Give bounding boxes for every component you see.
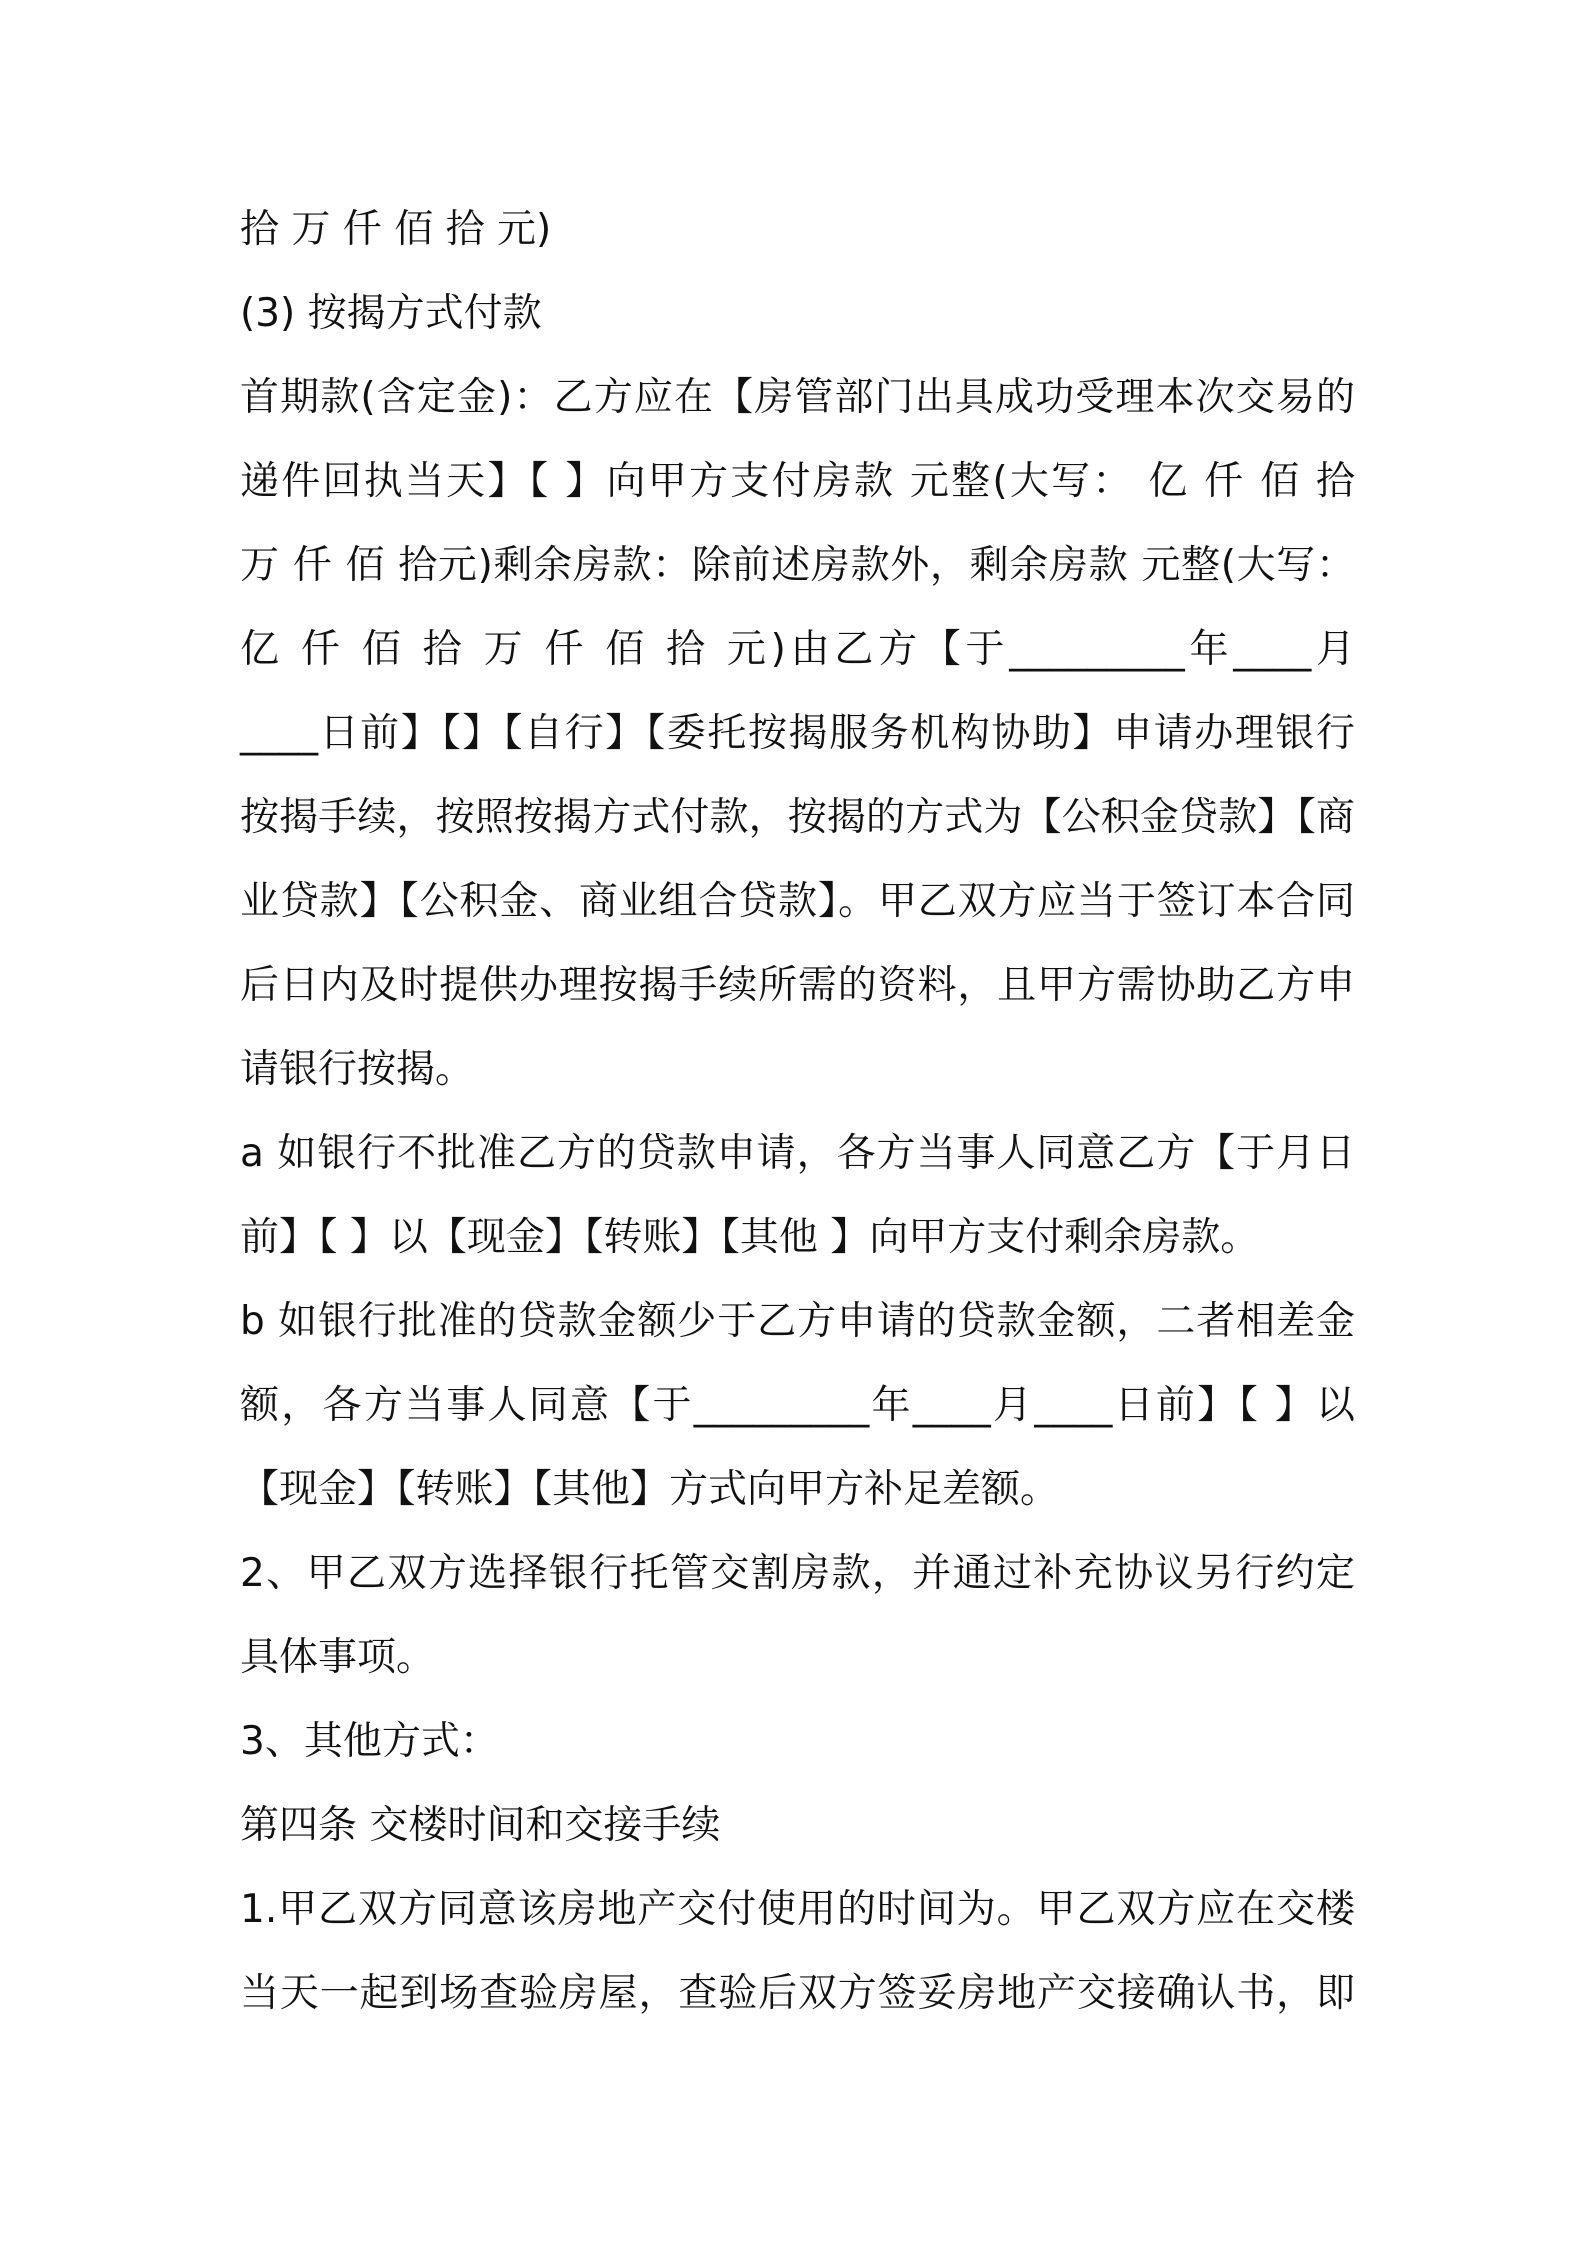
text-line: 当天一起到场查验房屋，查验后双方签妥房地产交接确认书，即	[240, 1971, 1355, 2016]
text-line: 具体事项。	[240, 1635, 436, 1680]
text-line: 【现金】【转账】【其他】方式向甲方补足差额。	[240, 1467, 1060, 1512]
text-line: 后日内及时提供办理按揭手续所需的资料，且甲方需协助乙方申	[240, 963, 1355, 1008]
text-line: 额，各方当事人同意【于_________年____月____日前】【 】以	[240, 1383, 1355, 1428]
text-line: 1.甲乙双方同意该房地产交付使用的时间为。甲乙双方应在交楼	[240, 1887, 1355, 1932]
text-line: 递件回执当天】【 】向甲方支付房款 元整(大写： 亿 仟 佰 拾	[240, 459, 1355, 504]
text-line: 前】【 】以【现金】【转账】【其他 】向甲方支付剩余房款。	[240, 1215, 1260, 1260]
text-line: ____日前】【】【自行】【委托按揭服务机构协助】申请办理银行	[240, 711, 1355, 756]
article-heading: 第四条 交楼时间和交接手续	[240, 1803, 721, 1848]
text-line: b 如银行批准的贷款金额少于乙方申请的贷款金额，二者相差金	[240, 1299, 1355, 1344]
text-line: 首期款(含定金)：乙方应在【房管部门出具成功受理本次交易的	[240, 375, 1355, 420]
text-line: 3、其他方式：	[240, 1719, 499, 1764]
text-line: 业贷款】【公积金、商业组合贷款】。甲乙双方应当于签订本合同	[240, 879, 1355, 924]
text-line: 2、甲乙双方选择银行托管交割房款，并通过补充协议另行约定	[240, 1551, 1355, 1596]
text-line: a 如银行不批准乙方的贷款申请，各方当事人同意乙方【于月日	[240, 1131, 1355, 1176]
contract-text	[240, 188, 1355, 2036]
text-line: 请银行按揭。	[240, 1047, 475, 1092]
text-line: 万 仟 佰 拾元)剩余房款：除前述房款外，剩余房款 元整(大写：	[240, 543, 1355, 588]
text-line: 按揭手续，按照按揭方式付款，按揭的方式为【公积金贷款】【商	[240, 795, 1355, 840]
section-heading: (3) 按揭方式付款	[240, 291, 542, 336]
text-line: 拾 万 仟 佰 拾 元)	[240, 207, 552, 252]
text-line: 亿 仟 佰 拾 万 仟 佰 拾 元)由乙方【于_________年____月	[240, 627, 1355, 672]
